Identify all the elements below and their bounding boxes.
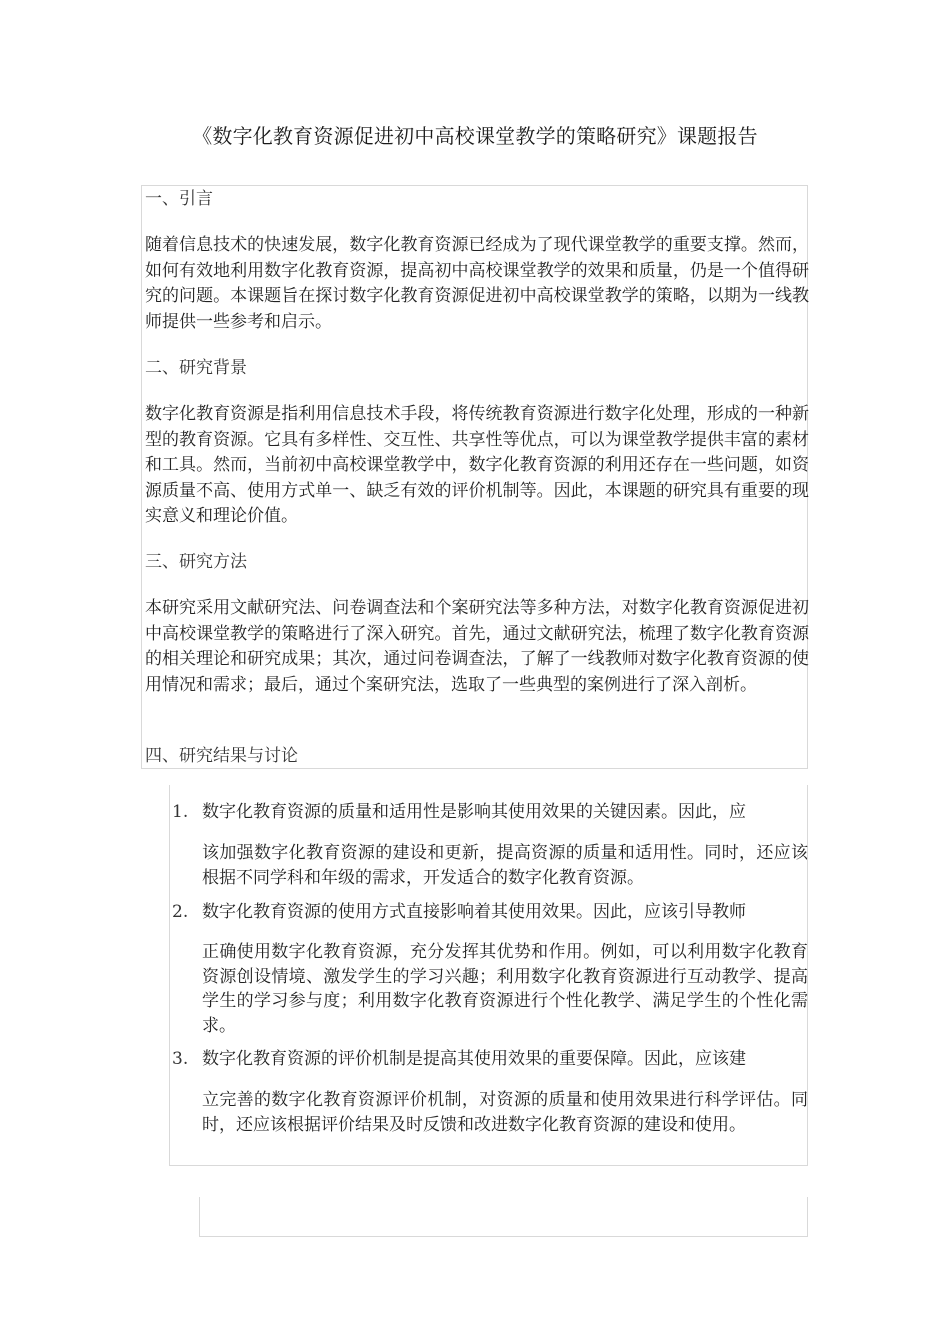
document-title: 《数字化教育资源促进初中高校课堂教学的策略研究》课题报告 [192,124,758,148]
section-heading-results: 四、研究结果与讨论 [145,746,298,766]
list-item-first-line: 数字化教育资源的质量和适用性是影响其使用效果的关键因素。因此，应 [202,802,746,822]
section-heading-background: 二、研究背景 [145,358,247,378]
section-paragraph-background: 数字化教育资源是指利用信息技术手段，将传统教育资源进行数字化处理，形成的一种新型的教育资源。它具有多样性、交互性、共享性等优点，可以为课堂教学提供丰富的素材和工具。然而，当前初中高校课堂教学中，数字化教育资源的利用还存在一些问题，如资源质量不高、使用方式单一、缺乏有效的评价机制等。因此，本课题的研究具有重要的现实意义和理论价值。 [145,404,809,527]
list-item-number: 3. [172,1049,189,1069]
list-item-first-line: 数字化教育资源的评价机制是提高其使用效果的重要保障。因此，应该建 [202,1049,746,1069]
list-item-continuation: 正确使用数字化教育资源，充分发挥其优势和作用。例如，可以利用数字化教育资源创设情境、激发学生的学习兴趣；利用数字化教育资源进行互动教学、提高学生的学习参与度；利用数字化教育资源进行个性化教学、满足学生的个性化需求。 [202,942,808,1036]
section-paragraph-introduction: 随着信息技术的快速发展，数字化教育资源已经成为了现代课堂教学的重要支撑。然而，如何有效地利用数字化教育资源，提高初中高校课堂教学的效果和质量，仍是一个值得研究的问题。本课题旨在探讨数字化教育资源促进初中高校课堂教学的策略，以期为一线教师提供一些参考和启示。 [145,235,809,332]
list-item-continuation: 立完善的数字化教育资源评价机制，对资源的质量和使用效果进行科学评估。同时，还应该根据评价结果及时反馈和改进数字化教育资源的建设和使用。 [202,1090,808,1135]
list-item-continuation: 该加强数字化教育资源的建设和更新，提高资源的质量和适用性。同时，还应该根据不同学科和年级的需求，开发适合的数字化教育资源。 [202,843,808,888]
list-item-first-line: 数字化教育资源的使用方式直接影响着其使用效果。因此，应该引导教师 [202,902,746,922]
section-heading-methods: 三、研究方法 [145,552,247,572]
list-item-number: 1. [172,802,189,822]
section-paragraph-methods: 本研究采用文献研究法、问卷调查法和个案研究法等多种方法，对数字化教育资源促进初中高校课堂教学的策略进行了深入研究。首先，通过文献研究法，梳理了数字化教育资源的相关理论和研究成果；其次，通过问卷调查法，了解了一线教师对数字化教育资源的使用情况和需求；最后，通过个案研究法，选取了一些典型的案例进行了深入剖析。 [145,598,809,695]
content-frame-empty [199,1197,808,1237]
list-item-number: 2. [172,902,189,922]
section-heading-introduction: 一、引言 [145,189,213,209]
